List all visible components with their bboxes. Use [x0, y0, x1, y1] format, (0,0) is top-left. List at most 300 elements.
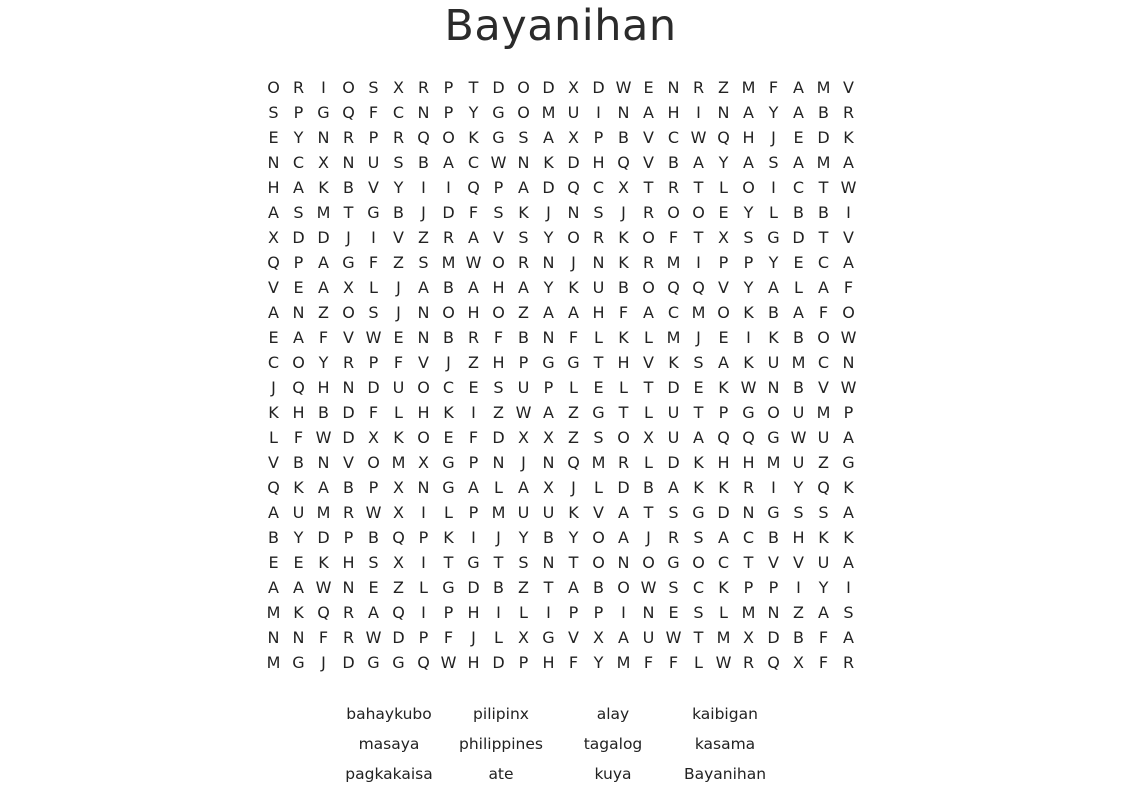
- grid-letter: N: [317, 128, 330, 147]
- grid-letter: G: [592, 403, 605, 422]
- grid-letter: A: [268, 578, 279, 597]
- grid-letter: P: [468, 503, 479, 522]
- grid-letter: G: [742, 403, 755, 422]
- grid-letter: U: [567, 103, 580, 122]
- grid-letter: D: [817, 128, 830, 147]
- grid-letter: O: [667, 203, 680, 222]
- word-bank-item: Bayanihan: [683, 765, 767, 783]
- grid-letter: V: [793, 553, 804, 572]
- grid-letter: R: [342, 128, 355, 147]
- grid-row: [261, 600, 861, 625]
- grid-letter: A: [293, 578, 304, 597]
- grid-letter: I: [621, 603, 626, 622]
- grid-letter: J: [521, 453, 526, 472]
- grid-letter: N: [542, 328, 555, 347]
- grid-letter: P: [368, 128, 379, 147]
- grid-letter: U: [817, 428, 830, 447]
- grid-letter: F: [318, 328, 329, 347]
- grid-letter: D: [492, 653, 505, 672]
- grid-letter: A: [268, 303, 279, 322]
- grid-letter: V: [768, 553, 779, 572]
- grid-letter: M: [391, 453, 406, 472]
- grid-row: [261, 300, 861, 325]
- grid-letter: S: [518, 228, 529, 247]
- grid-letter: C: [792, 178, 805, 197]
- grid-letter: W: [465, 253, 482, 272]
- grid-letter: O: [642, 228, 655, 247]
- grid-letter: Q: [617, 153, 630, 172]
- grid-letter: Q: [767, 653, 780, 672]
- grid-letter: G: [542, 628, 555, 647]
- grid-letter: X: [593, 628, 604, 647]
- grid-letter: L: [644, 328, 653, 347]
- grid-letter: O: [817, 328, 830, 347]
- grid-letter: C: [717, 553, 730, 572]
- grid-letter: H: [467, 303, 480, 322]
- grid-letter: I: [596, 103, 601, 122]
- grid-letter: R: [442, 228, 455, 247]
- grid-letter: K: [743, 303, 754, 322]
- grid-letter: M: [816, 78, 831, 97]
- grid-letter: G: [567, 353, 580, 372]
- grid-letter: E: [668, 603, 679, 622]
- grid-letter: F: [293, 428, 304, 447]
- grid-letter: D: [542, 178, 555, 197]
- grid-letter: F: [568, 653, 579, 672]
- grid-letter: L: [369, 278, 378, 297]
- grid-letter: O: [492, 303, 505, 322]
- grid-letter: T: [343, 203, 354, 222]
- grid-letter: L: [494, 628, 503, 647]
- grid-letter: B: [293, 453, 304, 472]
- grid-letter: N: [642, 603, 655, 622]
- grid-letter: T: [693, 628, 704, 647]
- grid-letter: O: [292, 353, 305, 372]
- grid-letter: Z: [393, 578, 404, 597]
- grid-letter: Y: [393, 178, 404, 197]
- grid-letter: M: [716, 628, 731, 647]
- word-bank-item: ate: [488, 765, 514, 783]
- grid-letter: G: [442, 478, 455, 497]
- grid-letter: S: [668, 578, 679, 597]
- grid-letter: S: [493, 378, 504, 397]
- grid-letter: U: [517, 378, 530, 397]
- grid-letter: B: [768, 303, 779, 322]
- grid-letter: A: [293, 178, 304, 197]
- grid-letter: F: [643, 653, 654, 672]
- grid-letter: X: [368, 428, 379, 447]
- grid-letter: B: [593, 578, 604, 597]
- grid-letter: S: [518, 553, 529, 572]
- letter-grid: [261, 75, 861, 675]
- grid-letter: A: [518, 178, 529, 197]
- grid-letter: V: [843, 78, 854, 97]
- grid-letter: L: [269, 428, 278, 447]
- grid-letter: Z: [518, 578, 529, 597]
- grid-letter: X: [343, 278, 354, 297]
- grid-letter: B: [543, 528, 554, 547]
- grid-letter: N: [417, 103, 430, 122]
- grid-letter: O: [267, 78, 280, 97]
- grid-letter: Q: [417, 653, 430, 672]
- grid-letter: J: [646, 528, 651, 547]
- grid-letter: T: [643, 378, 654, 397]
- grid-letter: J: [771, 128, 776, 147]
- grid-letter: Y: [743, 203, 754, 222]
- grid-letter: Q: [717, 428, 730, 447]
- grid-letter: Y: [568, 528, 579, 547]
- grid-letter: X: [393, 478, 404, 497]
- puzzle-title: Bayanihan: [444, 1, 677, 51]
- grid-letter: S: [593, 428, 604, 447]
- grid-letter: A: [693, 428, 704, 447]
- grid-letter: R: [392, 128, 405, 147]
- grid-letter: S: [768, 153, 779, 172]
- grid-letter: Q: [417, 128, 430, 147]
- grid-letter: S: [368, 553, 379, 572]
- grid-letter: M: [741, 78, 756, 97]
- grid-letter: S: [418, 253, 429, 272]
- grid-letter: B: [668, 153, 679, 172]
- grid-letter: N: [417, 303, 430, 322]
- grid-letter: Z: [718, 78, 729, 97]
- grid-letter: K: [468, 128, 479, 147]
- grid-letter: Z: [393, 253, 404, 272]
- word-bank-item: alay: [596, 705, 630, 723]
- grid-letter: B: [818, 103, 829, 122]
- grid-letter: Y: [818, 578, 829, 597]
- grid-letter: F: [468, 203, 479, 222]
- grid-letter: P: [768, 578, 779, 597]
- grid-letter: A: [618, 503, 629, 522]
- grid-letter: S: [693, 528, 704, 547]
- grid-letter: F: [443, 628, 454, 647]
- grid-letter: H: [417, 403, 430, 422]
- grid-letter: L: [644, 453, 653, 472]
- grid-letter: O: [367, 453, 380, 472]
- grid-letter: P: [593, 128, 604, 147]
- grid-letter: L: [594, 478, 603, 497]
- grid-letter: V: [268, 453, 279, 472]
- grid-letter: W: [840, 328, 857, 347]
- grid-letter: K: [693, 478, 704, 497]
- grid-letter: H: [492, 278, 505, 297]
- grid-letter: C: [742, 528, 755, 547]
- grid-letter: A: [793, 103, 804, 122]
- grid-letter: E: [718, 203, 729, 222]
- grid-letter: X: [643, 428, 654, 447]
- grid-letter: N: [417, 328, 430, 347]
- grid-letter: U: [792, 403, 805, 422]
- grid-letter: Q: [567, 178, 580, 197]
- grid-letter: P: [518, 353, 529, 372]
- grid-letter: E: [293, 553, 304, 572]
- grid-letter: H: [342, 553, 355, 572]
- grid-letter: U: [817, 553, 830, 572]
- grid-row: [261, 325, 861, 350]
- grid-letter: I: [771, 178, 776, 197]
- grid-letter: K: [318, 178, 329, 197]
- grid-letter: M: [766, 453, 781, 472]
- grid-letter: K: [718, 478, 729, 497]
- grid-letter: A: [543, 403, 554, 422]
- grid-letter: R: [292, 78, 305, 97]
- grid-letter: S: [693, 353, 704, 372]
- grid-letter: N: [292, 628, 305, 647]
- grid-row: [261, 150, 861, 175]
- grid-letter: I: [696, 253, 701, 272]
- grid-letter: R: [417, 78, 430, 97]
- word-bank-item: kasama: [694, 735, 756, 753]
- grid-letter: E: [793, 128, 804, 147]
- grid-letter: U: [667, 403, 680, 422]
- grid-letter: J: [496, 528, 501, 547]
- grid-letter: U: [642, 628, 655, 647]
- grid-row: [261, 450, 861, 475]
- grid-letter: S: [818, 503, 829, 522]
- grid-letter: O: [442, 128, 455, 147]
- grid-letter: J: [396, 303, 401, 322]
- grid-letter: T: [818, 178, 829, 197]
- grid-letter: Y: [293, 128, 304, 147]
- grid-letter: M: [741, 603, 756, 622]
- grid-letter: D: [392, 628, 405, 647]
- grid-letter: I: [546, 603, 551, 622]
- grid-letter: Q: [267, 253, 280, 272]
- grid-letter: Z: [418, 228, 429, 247]
- grid-letter: G: [292, 653, 305, 672]
- grid-letter: G: [442, 578, 455, 597]
- grid-letter: D: [342, 428, 355, 447]
- grid-letter: N: [517, 153, 530, 172]
- grid-letter: Z: [793, 603, 804, 622]
- grid-row: [261, 250, 861, 275]
- grid-letter: O: [592, 528, 605, 547]
- grid-letter: E: [593, 378, 604, 397]
- grid-letter: D: [542, 78, 555, 97]
- grid-letter: A: [618, 628, 629, 647]
- grid-letter: F: [668, 653, 679, 672]
- grid-letter: P: [293, 253, 304, 272]
- grid-letter: L: [719, 603, 728, 622]
- grid-letter: F: [393, 353, 404, 372]
- grid-letter: H: [742, 453, 755, 472]
- grid-letter: I: [796, 578, 801, 597]
- grid-letter: U: [767, 353, 780, 372]
- grid-letter: Y: [518, 528, 529, 547]
- grid-letter: D: [717, 503, 730, 522]
- grid-letter: H: [467, 603, 480, 622]
- grid-letter: N: [617, 553, 630, 572]
- grid-letter: B: [343, 478, 354, 497]
- grid-letter: A: [718, 528, 729, 547]
- grid-letter: Z: [568, 403, 579, 422]
- word-bank: [333, 699, 781, 789]
- grid-letter: U: [517, 503, 530, 522]
- grid-letter: E: [718, 328, 729, 347]
- grid-letter: A: [518, 278, 529, 297]
- grid-letter: A: [643, 103, 654, 122]
- grid-letter: I: [846, 578, 851, 597]
- grid-row: [261, 475, 861, 500]
- grid-letter: F: [818, 303, 829, 322]
- grid-letter: X: [418, 453, 429, 472]
- grid-letter: K: [743, 353, 754, 372]
- grid-letter: R: [592, 228, 605, 247]
- grid-letter: A: [293, 328, 304, 347]
- grid-letter: V: [418, 353, 429, 372]
- grid-letter: O: [717, 303, 730, 322]
- grid-letter: H: [792, 528, 805, 547]
- grid-letter: B: [318, 403, 329, 422]
- grid-letter: Y: [468, 103, 479, 122]
- grid-letter: H: [267, 178, 280, 197]
- grid-letter: O: [767, 403, 780, 422]
- grid-letter: K: [443, 528, 454, 547]
- grid-letter: K: [818, 528, 829, 547]
- grid-letter: P: [493, 178, 504, 197]
- grid-letter: A: [368, 603, 379, 622]
- grid-letter: K: [668, 353, 679, 372]
- grid-letter: G: [492, 128, 505, 147]
- grid-letter: H: [492, 353, 505, 372]
- grid-letter: M: [591, 453, 606, 472]
- grid-letter: C: [817, 253, 830, 272]
- grid-letter: I: [746, 328, 751, 347]
- grid-letter: K: [843, 528, 854, 547]
- grid-letter: E: [293, 278, 304, 297]
- grid-letter: K: [693, 453, 704, 472]
- grid-letter: H: [292, 403, 305, 422]
- grid-letter: J: [621, 203, 626, 222]
- grid-letter: J: [321, 653, 326, 672]
- grid-letter: T: [468, 78, 479, 97]
- grid-letter: G: [767, 503, 780, 522]
- grid-letter: N: [317, 453, 330, 472]
- grid-letter: M: [441, 253, 456, 272]
- grid-letter: B: [368, 528, 379, 547]
- grid-letter: P: [743, 578, 754, 597]
- grid-letter: V: [818, 378, 829, 397]
- grid-letter: A: [543, 128, 554, 147]
- grid-letter: A: [743, 153, 754, 172]
- grid-letter: S: [518, 128, 529, 147]
- grid-letter: T: [543, 578, 554, 597]
- grid-letter: R: [742, 478, 755, 497]
- grid-letter: J: [421, 203, 426, 222]
- grid-letter: A: [843, 503, 854, 522]
- grid-letter: N: [617, 103, 630, 122]
- grid-letter: A: [843, 553, 854, 572]
- grid-letter: D: [317, 228, 330, 247]
- grid-letter: F: [368, 253, 379, 272]
- grid-letter: A: [843, 628, 854, 647]
- word-bank-item: kaibigan: [692, 705, 758, 723]
- grid-letter: X: [793, 653, 804, 672]
- grid-letter: F: [493, 328, 504, 347]
- grid-letter: X: [393, 503, 404, 522]
- grid-letter: I: [421, 178, 426, 197]
- grid-letter: A: [318, 278, 329, 297]
- grid-letter: Z: [493, 403, 504, 422]
- grid-letter: D: [667, 378, 680, 397]
- grid-letter: Q: [342, 103, 355, 122]
- grid-letter: V: [343, 328, 354, 347]
- grid-letter: Z: [568, 428, 579, 447]
- grid-letter: O: [617, 578, 630, 597]
- grid-letter: T: [443, 553, 454, 572]
- grid-letter: G: [392, 653, 405, 672]
- grid-letter: O: [617, 428, 630, 447]
- grid-letter: X: [393, 78, 404, 97]
- grid-letter: U: [667, 428, 680, 447]
- grid-letter: I: [471, 528, 476, 547]
- grid-letter: V: [643, 353, 654, 372]
- grid-letter: S: [293, 203, 304, 222]
- grid-letter: G: [842, 453, 855, 472]
- grid-letter: C: [692, 578, 705, 597]
- grid-letter: Q: [267, 478, 280, 497]
- grid-letter: K: [618, 253, 629, 272]
- grid-letter: H: [592, 303, 605, 322]
- grid-letter: Y: [593, 653, 604, 672]
- grid-letter: D: [592, 78, 605, 97]
- grid-letter: E: [268, 328, 279, 347]
- grid-letter: H: [592, 153, 605, 172]
- grid-letter: G: [442, 453, 455, 472]
- grid-letter: J: [471, 628, 476, 647]
- grid-letter: F: [843, 278, 854, 297]
- grid-letter: V: [268, 278, 279, 297]
- grid-letter: K: [718, 578, 729, 597]
- grid-letter: O: [842, 303, 855, 322]
- grid-letter: Y: [768, 103, 779, 122]
- grid-letter: A: [318, 478, 329, 497]
- grid-row: [261, 100, 861, 125]
- grid-letter: M: [316, 503, 331, 522]
- grid-letter: W: [640, 578, 657, 597]
- grid-letter: Y: [793, 478, 804, 497]
- grid-letter: T: [818, 228, 829, 247]
- grid-letter: X: [543, 428, 554, 447]
- grid-letter: W: [315, 428, 332, 447]
- grid-letter: M: [691, 303, 706, 322]
- grid-row: [261, 125, 861, 150]
- grid-letter: F: [818, 628, 829, 647]
- grid-letter: Q: [717, 128, 730, 147]
- grid-letter: R: [342, 603, 355, 622]
- grid-letter: O: [517, 78, 530, 97]
- grid-letter: B: [493, 578, 504, 597]
- grid-letter: B: [793, 203, 804, 222]
- grid-letter: G: [367, 653, 380, 672]
- grid-letter: M: [491, 503, 506, 522]
- word-bank-item: bahaykubo: [346, 705, 432, 723]
- grid-letter: O: [417, 378, 430, 397]
- grid-letter: M: [266, 603, 281, 622]
- grid-letter: R: [342, 628, 355, 647]
- grid-letter: Y: [768, 253, 779, 272]
- grid-letter: E: [643, 78, 654, 97]
- grid-letter: E: [468, 378, 479, 397]
- grid-letter: U: [542, 503, 555, 522]
- grid-letter: B: [518, 328, 529, 347]
- grid-letter: I: [771, 478, 776, 497]
- grid-letter: Q: [392, 603, 405, 622]
- grid-letter: B: [793, 328, 804, 347]
- grid-letter: N: [267, 628, 280, 647]
- grid-letter: N: [542, 553, 555, 572]
